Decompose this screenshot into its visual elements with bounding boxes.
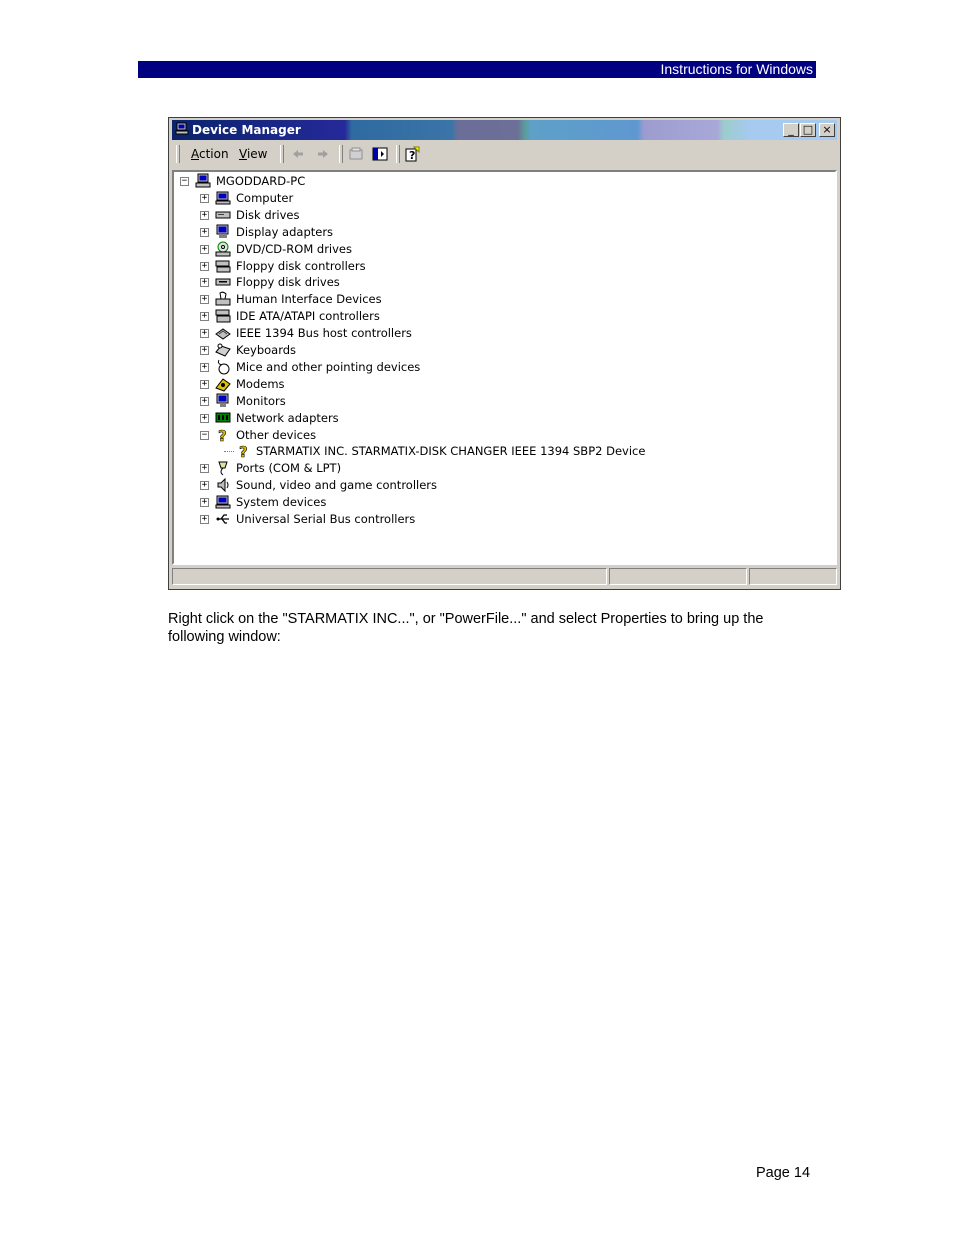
tree-category-item[interactable] xyxy=(174,393,814,410)
tree-expander[interactable]: + xyxy=(201,192,208,203)
menu-action-rest: ction xyxy=(199,147,229,161)
tree-connector xyxy=(224,451,234,452)
tree-item-label: Floppy disk controllers xyxy=(236,258,366,273)
tree-item-label: Floppy disk drives xyxy=(236,275,340,290)
tree-item-label: Modems xyxy=(236,376,285,391)
tree-item-label: Display adapters xyxy=(236,224,334,239)
document-header-bar xyxy=(138,61,816,78)
device-tree[interactable] xyxy=(172,170,837,565)
toolbar-grip[interactable] xyxy=(176,145,180,163)
tree-item-label: Monitors xyxy=(236,393,286,408)
tree-expander[interactable]: + xyxy=(201,480,208,491)
menu-toolbar xyxy=(172,142,837,166)
tree-expander[interactable]: + xyxy=(201,463,208,474)
toolbar-grip[interactable] xyxy=(280,145,284,163)
minimize-button[interactable]: _ xyxy=(783,123,799,137)
tree-expander[interactable]: + xyxy=(201,361,208,372)
computer-icon xyxy=(195,173,211,189)
mouse-icon xyxy=(215,359,231,375)
disk-drive-icon xyxy=(215,207,231,223)
tree-category-item[interactable] xyxy=(174,376,814,393)
back-arrow-icon[interactable] xyxy=(290,146,306,162)
forward-arrow-icon[interactable] xyxy=(315,146,331,162)
tree-expander[interactable]: + xyxy=(201,294,208,305)
tree-item-label: Network adapters xyxy=(236,410,339,425)
tree-item-label: Ports (COM & LPT) xyxy=(236,461,342,476)
title-bar[interactable] xyxy=(172,120,837,140)
tree-category-item[interactable] xyxy=(174,241,814,258)
tree-category-item[interactable] xyxy=(174,342,814,359)
tree-category-item[interactable] xyxy=(174,427,814,444)
dvd-drive-icon xyxy=(215,241,231,257)
modem-icon xyxy=(215,376,231,392)
tree-expander[interactable]: + xyxy=(201,345,208,355)
device-manager-window xyxy=(168,117,841,590)
ieee1394-icon xyxy=(215,325,231,341)
tree-category-item[interactable] xyxy=(174,410,814,427)
tree-item-label: Mice and other pointing devices xyxy=(236,359,421,374)
ide-controller-icon xyxy=(215,308,231,324)
tree-item-label: Universal Serial Bus controllers xyxy=(236,512,416,526)
svg-text:?: ? xyxy=(409,149,416,162)
status-panel-3 xyxy=(749,568,837,585)
page-number: Page 14 xyxy=(756,1165,811,1181)
toolbar-separator xyxy=(339,145,343,163)
tree-expander[interactable]: − xyxy=(201,429,208,440)
tree-item-label: Keyboards xyxy=(236,343,297,357)
tree-item-label: Sound, video and game controllers xyxy=(236,478,438,493)
monitor-icon xyxy=(215,393,231,409)
instruction-paragraph: Right click on the "STARMATIX INC...", or "PowerFile..." and select Properties to bring up the following window: xyxy=(168,611,764,645)
tree-expander[interactable]: − xyxy=(181,176,188,186)
display-adapter-icon xyxy=(215,224,231,240)
help-icon[interactable] xyxy=(404,146,420,162)
keyboard-icon xyxy=(215,342,231,358)
close-button[interactable]: × xyxy=(819,123,835,137)
tree-item-label: Human Interface Devices xyxy=(236,292,382,307)
tree-device-item[interactable] xyxy=(174,443,814,460)
device-manager-icon xyxy=(175,122,189,136)
computer-icon xyxy=(215,190,231,206)
status-bar xyxy=(172,568,837,586)
window-title: Device Manager xyxy=(192,123,301,137)
tree-expander[interactable]: + xyxy=(201,243,208,254)
tree-category-item[interactable] xyxy=(174,274,814,291)
tree-item-label: System devices xyxy=(236,495,327,510)
tree-category-item[interactable] xyxy=(174,359,814,376)
menu-view-rest: iew xyxy=(246,147,268,161)
tree-category-item[interactable] xyxy=(174,325,814,342)
floppy-controller-icon xyxy=(215,258,231,274)
tree-expander[interactable]: + xyxy=(201,514,208,524)
tree-root-label: MGODDARD-PC xyxy=(216,174,306,188)
tree-item-label: IEEE 1394 Bus host controllers xyxy=(236,326,412,341)
hid-icon xyxy=(215,291,231,307)
sound-icon xyxy=(215,477,231,493)
tree-item-label: DVD/CD-ROM drives xyxy=(236,241,352,256)
tree-category-item[interactable] xyxy=(174,460,814,477)
tree-expander[interactable]: + xyxy=(201,395,208,406)
tree-expander[interactable]: + xyxy=(201,260,208,271)
tree-expander[interactable]: + xyxy=(201,209,208,220)
tree-category-item[interactable] xyxy=(174,224,814,241)
status-panel-2 xyxy=(609,568,747,585)
tree-category-item[interactable] xyxy=(174,258,814,275)
tree-expander[interactable]: + xyxy=(201,311,208,322)
tree-item-label: IDE ATA/ATAPI controllers xyxy=(236,309,380,324)
tree-root[interactable] xyxy=(174,173,774,190)
tree-item-label: Other devices xyxy=(236,427,317,442)
tree-category-item[interactable] xyxy=(174,511,814,528)
tree-expander[interactable]: + xyxy=(201,412,208,423)
tree-item-label: Computer xyxy=(236,190,294,205)
tree-expander[interactable]: + xyxy=(201,226,208,237)
system-device-icon xyxy=(215,494,231,510)
tree-expander[interactable]: + xyxy=(201,378,208,389)
tree-category-item[interactable] xyxy=(174,308,814,325)
tree-item-label: Disk drives xyxy=(236,207,300,222)
unknown-device-icon xyxy=(215,427,231,443)
tree-expander[interactable]: + xyxy=(201,497,208,508)
port-icon xyxy=(215,460,231,476)
network-adapter-icon xyxy=(215,410,231,426)
maximize-button[interactable]: □ xyxy=(800,123,816,137)
toolbar-separator xyxy=(396,145,400,163)
header-title: Instructions for Windows xyxy=(660,61,813,77)
tree-category-item[interactable] xyxy=(174,477,814,494)
floppy-drive-icon xyxy=(215,274,231,290)
properties-icon[interactable] xyxy=(348,146,364,162)
svg-text:?: ? xyxy=(239,443,248,460)
tree-category-item[interactable] xyxy=(174,494,814,511)
usb-icon xyxy=(215,511,231,527)
menu-view[interactable]: View xyxy=(239,147,268,161)
tree-category-item[interactable] xyxy=(174,207,814,224)
tree-category-item[interactable] xyxy=(174,291,814,308)
show-hide-tree-icon[interactable] xyxy=(372,146,388,162)
status-panel-1 xyxy=(172,568,607,585)
tree-item-label: STARMATIX INC. STARMATIX-DISK CHANGER IEEE 1394 SBP2 Device xyxy=(256,444,646,459)
tree-expander[interactable]: + xyxy=(201,328,208,339)
menu-action[interactable]: Action xyxy=(191,147,229,161)
tree-category-item[interactable] xyxy=(174,190,814,207)
svg-text:?: ? xyxy=(218,426,227,443)
tree-expander[interactable]: + xyxy=(201,277,208,288)
unknown-device-icon xyxy=(236,443,252,459)
